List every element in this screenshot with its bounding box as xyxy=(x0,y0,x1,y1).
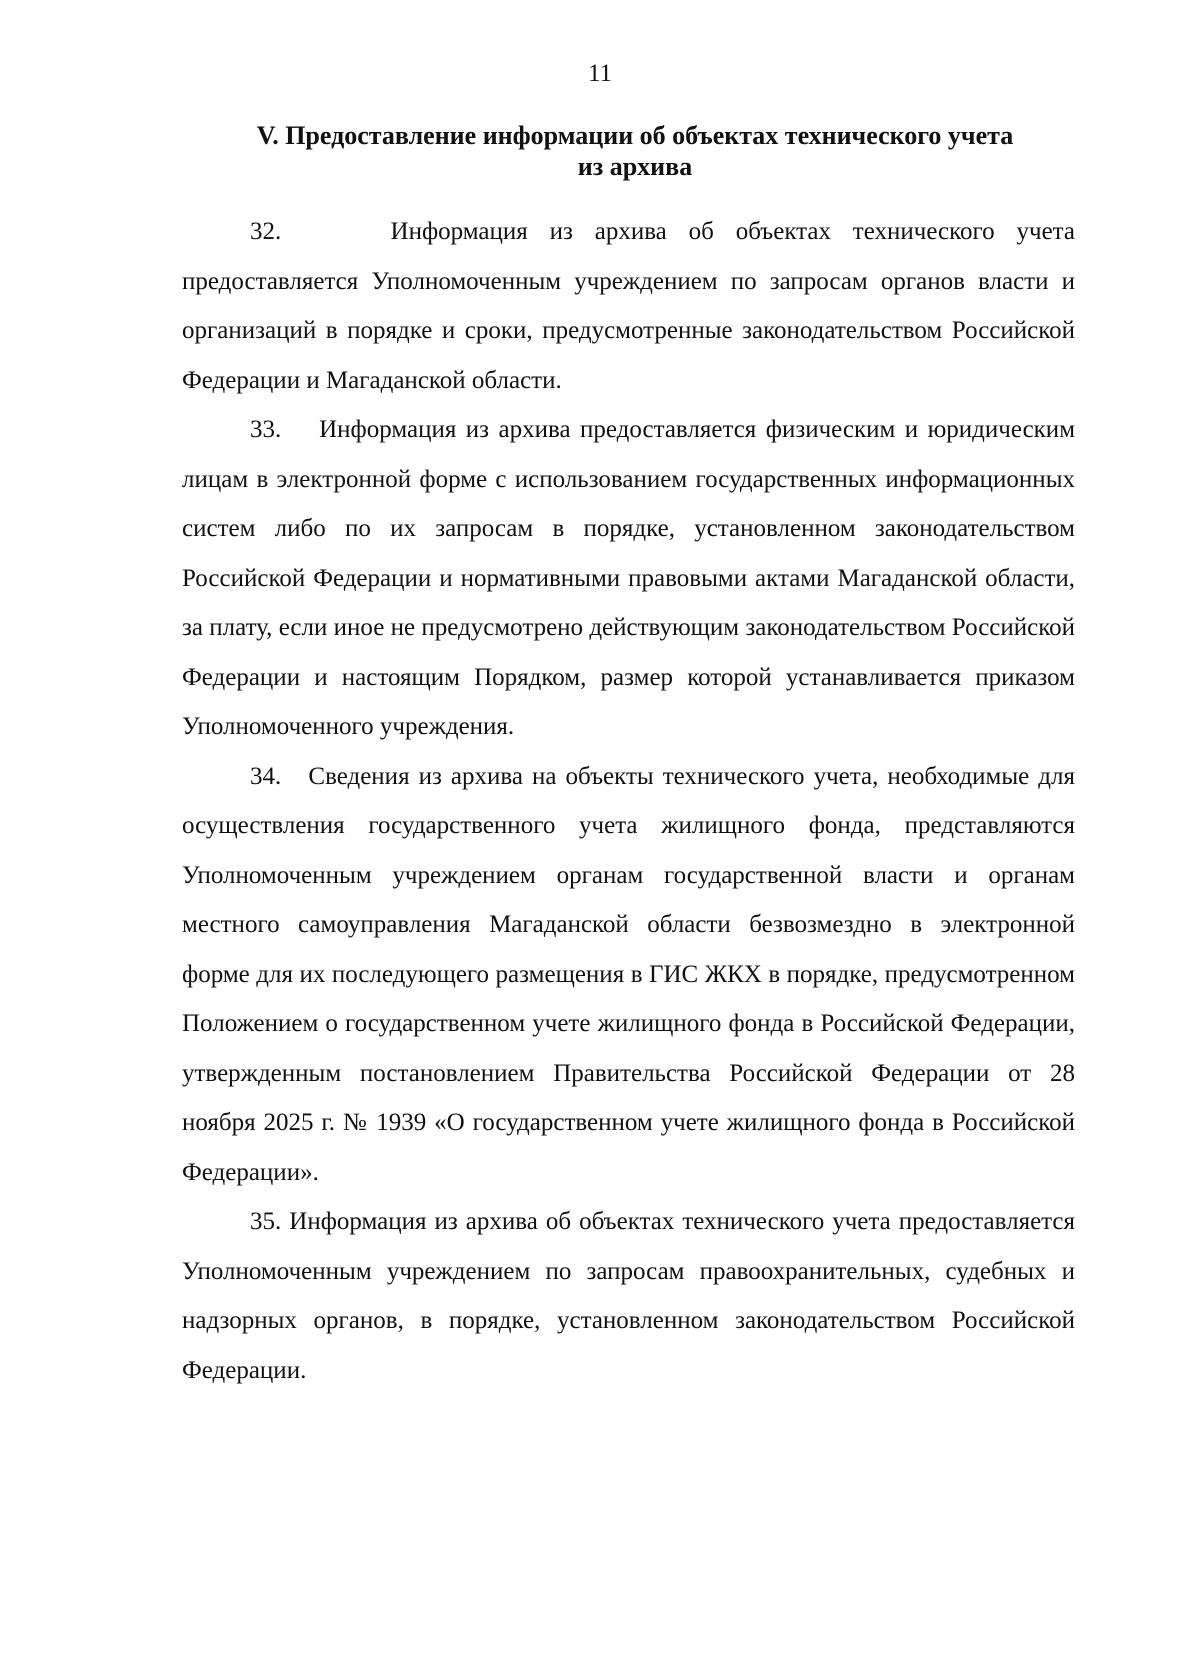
paragraph-number: 34. xyxy=(250,762,282,790)
paragraph-text: Сведения из архива на объекты технического учета, необходимые для осуществления государственного учета жилищного фонда, представляются Уполномоченным учреждением органам государственной власти и органам местного самоуправления Магаданской области безвозмездно в электронной форме для их последующего размещения в ГИС ЖКХ в порядке, предусмотренном Положением о государственном учете жилищного фонда в Российской Федерации, утвержденным постановлением Правительства Российской Федерации от 28 ноября 2025 г. № 1939 «О государственном учете жилищного фонда в Российской Федерации». xyxy=(182,762,1076,1186)
paragraph-33 xyxy=(182,405,1075,752)
section-title-line-2: из архива xyxy=(577,152,693,181)
paragraph-text: Информация из архива об объектах технического учета предоставляется Уполномоченным учреждением по запросам органов власти и организаций в порядке и сроки, предусмотренные законодательством Российской Федерации и Магаданской области. xyxy=(182,218,1076,394)
body-text xyxy=(182,207,1075,1395)
paragraph-34 xyxy=(182,752,1075,1198)
paragraph-32 xyxy=(182,207,1075,405)
paragraph-35 xyxy=(182,1197,1075,1395)
paragraph-text: Информация из архива об объектах технического учета предоставляется Уполномоченным учреждением по запросам правоохранительных, судебных и надзорных органов, в порядке, установленном законодательством Российской Федерации. xyxy=(182,1208,1075,1384)
paragraph-text: Информация из архива предоставляется физическим и юридическим лицам в электронной форме с использованием государственных информационных систем либо по их запросам в порядке, установленном законодательством Российской Федерации и нормативными правовыми актами Магаданской области, за плату, если иное не предусмотрено действующим законодательством Российской Федерации и настоящим Порядком, размер которой устанавливается приказом Уполномоченного учреждения. xyxy=(182,416,1076,740)
paragraph-number: 32. xyxy=(250,218,282,245)
paragraph-number: 33. xyxy=(250,416,282,443)
section-title-line-1: V. Предоставление информации об объектах технического учета xyxy=(256,121,1014,150)
section-title xyxy=(180,120,1090,182)
paragraph-number: 35. xyxy=(250,1208,282,1235)
page-number: 11 xyxy=(587,60,613,87)
